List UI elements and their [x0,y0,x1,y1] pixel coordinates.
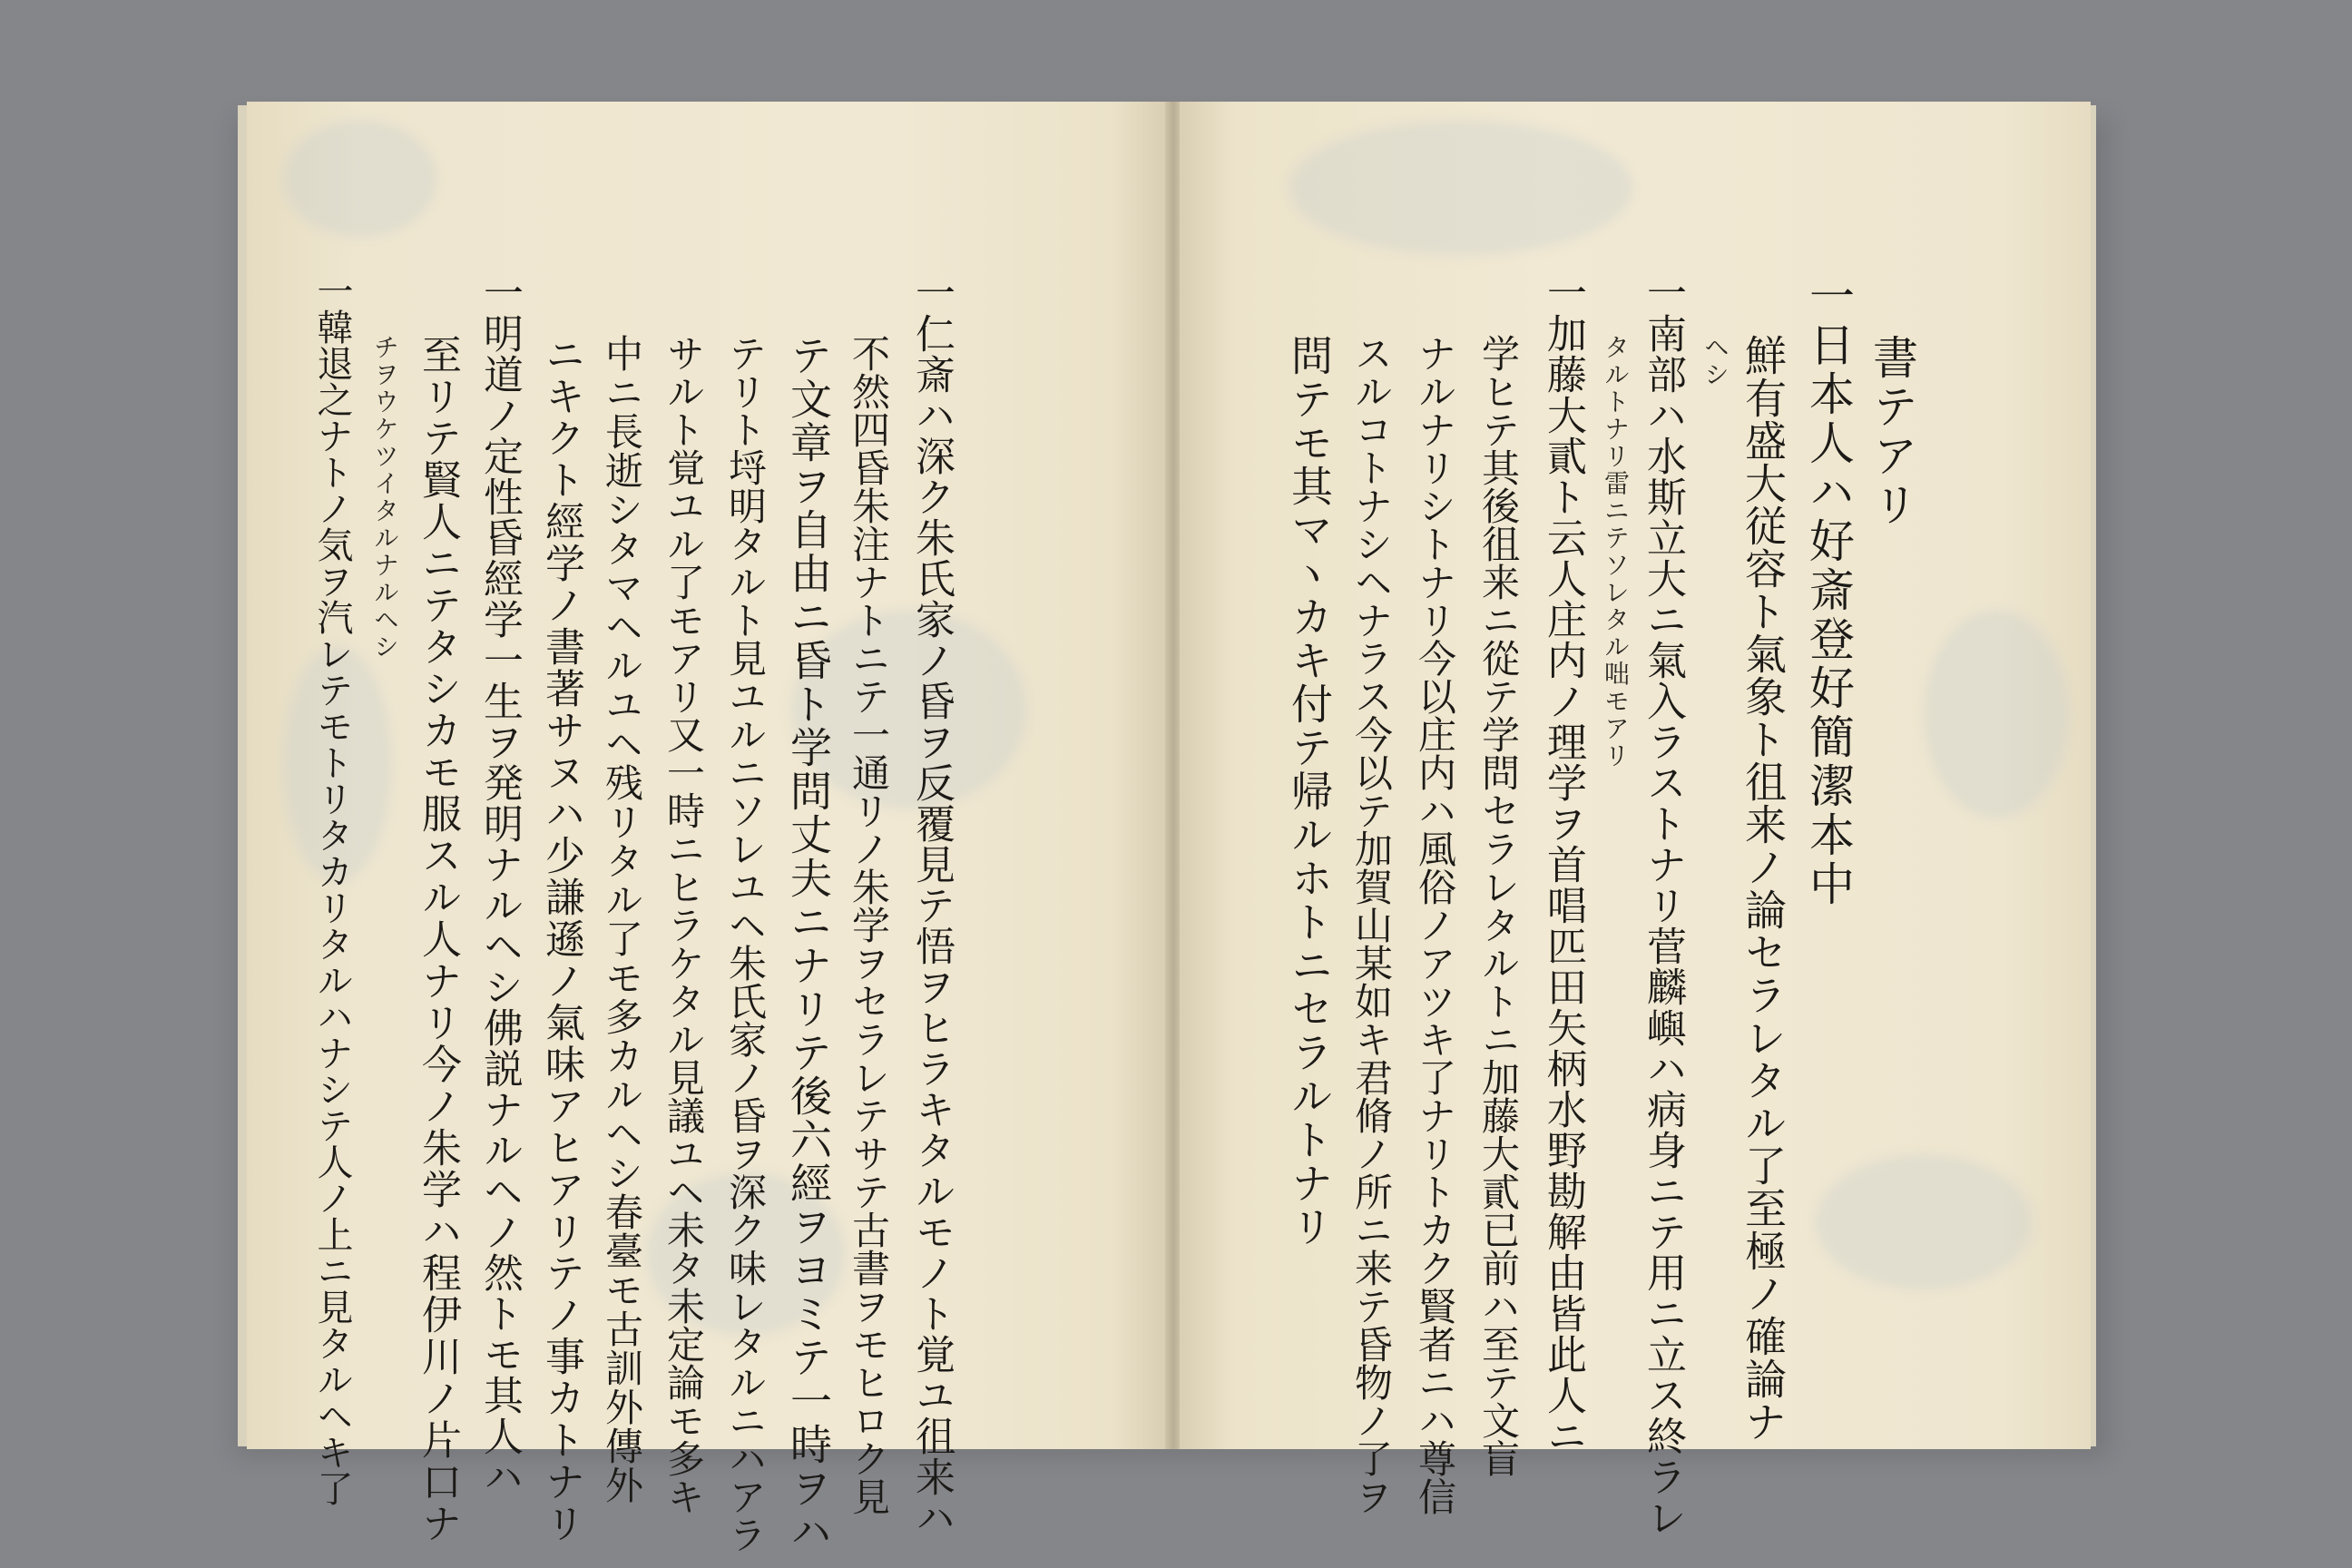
left-column-11: 一韓退之ナトノ気ヲ汽レテモトリタカリタルハナシテ人ノ上ニ見タルヘキ了 [311,272,353,1506]
right-column-11: 問テモ其マヽカキ付テ帰ルホトニセラルトナリ [1285,334,1334,1249]
right-column-7: 一加藤大貳ト云人庄内ノ理学ヲ首唱匹田矢柄水野勘解由皆此人ニ [1540,272,1586,1456]
right-column-4: ヘシ [1700,334,1730,388]
right-column-9: ナルナリシトナリ今以庄内ハ風俗ノアツキ了ナリトカク賢者ニハ尊信 [1413,334,1457,1515]
right-column-8: 学ヒテ其後徂来ニ從テ学問セラレタルトニ加藤大貳已前ハ至テ文盲 [1476,334,1521,1477]
left-column-7: ニキクト經学ノ書著サヌハ少謙遜ノ氣味アヒアリテノ事カトナリ [538,334,584,1544]
left-page [247,102,1167,1449]
right-column-5: 一南部ハ水斯立大ニ氣入ラストナリ菅麟嶼ハ病身ニテ用ニ立ス終ラレ [1640,272,1686,1538]
right-column-3: 鮮有盛大従容ト氣象ト徂来ノ論セラレタル了至極ノ確論ナ [1739,334,1788,1443]
left-column-8: 一明道ノ定性昏經学一生ヲ発明ナルヘシ佛説ナルヘノ然トモ其人ハ [476,272,523,1497]
left-column-5: サルト覚ユル了モアリ又一時ニヒラケタル見議ユヘ未タ未定論モ多キ [662,334,706,1515]
right-column-2: 一日本人ハ好斎登好簡潔本中 [1802,272,1855,909]
left-column-9: 至リテ賢人ニテタシカモ服スル人ナリ今ノ朱学ハ程伊川ノ片口ナ [415,334,461,1544]
left-column-2: 不然四昏朱注ナトニテ一通リノ朱学ヲセラレテサテ古書ヲモヒロク見 [847,334,891,1515]
right-column-6: タルトナリ雷ニテソレタル咄モアリ [1601,334,1631,769]
right-column-1: 書テアリ [1866,334,1918,530]
left-column-10: チヲウケツイタルナルヘシ [370,334,400,661]
left-column-6: 中ニ長逝シタマヘルユヘ残リタル了モ多カルヘシ春臺モ古訓外傳外 [600,334,644,1504]
left-column-3: テ文章ヲ自由ニ昏ト学問丈夫ニナリテ後六經ヲヨミテ一時ヲハ [784,334,833,1553]
left-column-1: 一仁斎ハ深ク朱氏家ノ昏ヲ反覆見テ悟ヲヒラキタルモノト覚ユ徂来ハ [908,272,955,1538]
right-column-10: スルコトナシヘナラス今以テ加賀山某如キ君脩ノ所ニ来テ昏物ノ了ヲ [1349,334,1394,1515]
left-column-4: テリト埒明タルト見ユルニソレユヘ朱氏家ノ昏ヲ深ク味レタルニハアラ [723,334,768,1553]
